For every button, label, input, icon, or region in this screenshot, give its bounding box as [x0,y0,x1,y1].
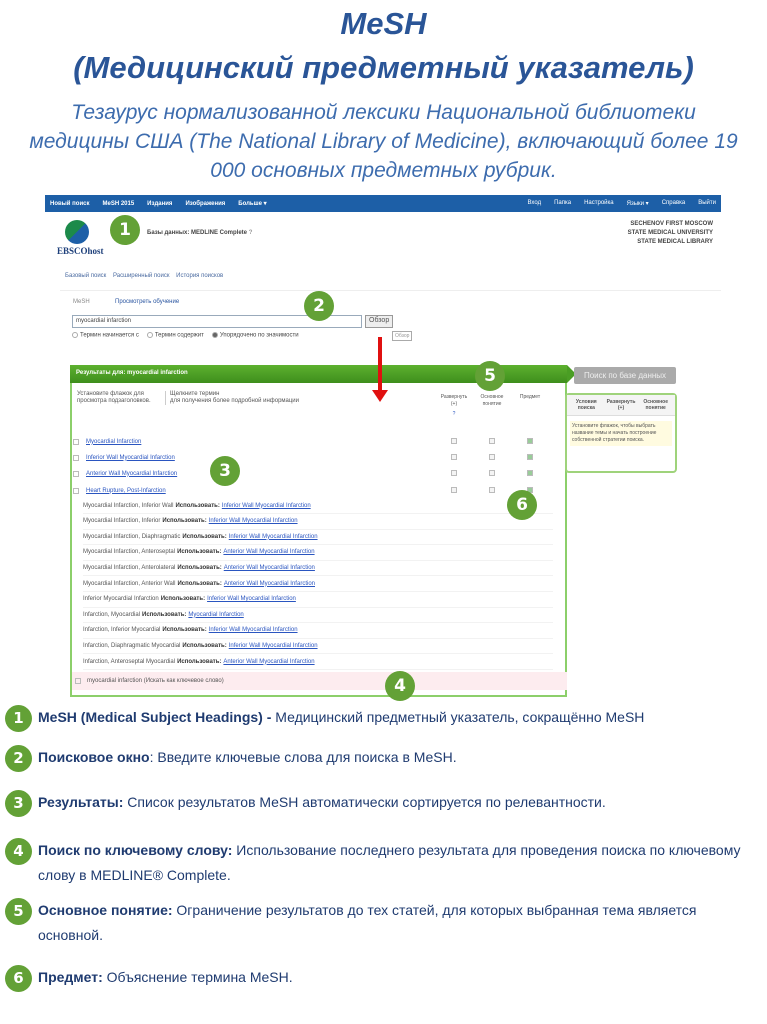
keyword-search-row[interactable] [72,672,567,690]
hint-checkbox: Установите флажок для просмотра подзаголовков. [77,391,151,404]
radio-selected-icon [212,332,218,338]
entry-term: Myocardial Infarction, Anteroseptal [83,549,176,556]
advanced-search-link[interactable]: Расширенный поиск [112,273,170,279]
nav-signout[interactable]: Выйти [698,200,716,206]
red-arrow-icon [378,337,382,392]
major-concept-checkbox[interactable] [489,454,495,460]
legend-item [5,843,755,888]
search-database-button[interactable]: Поиск по базе данных [574,367,676,384]
scope-icon[interactable] [527,470,533,476]
option-relevance[interactable] [212,332,299,339]
legend-number-badge: 6 [5,965,32,992]
callout-badge-1: 1 [110,215,140,245]
org-line: STATE MEDICAL UNIVERSITY [627,230,713,236]
nav-images[interactable]: Изображения [185,200,226,207]
checkbox[interactable] [73,455,79,461]
red-arrowhead-icon [372,390,388,402]
subtitle: Тезаурус нормализованной лексики Национальной библиотеки медицины США (The National Library of Medicine), включающий более 19 000 основных предметных рубрик. [29,101,738,182]
option-label: Термин содержит [154,332,204,339]
major-concept-checkbox[interactable] [489,438,495,444]
entry-term-row [83,638,553,654]
use-link[interactable]: Inferior Wall Myocardial Infarction [228,642,318,649]
organization [628,220,713,247]
use-link[interactable]: Inferior Wall Myocardial Infarction [221,502,311,509]
search-options [72,332,299,339]
col-scope: Предмет [519,394,541,400]
scope-icon[interactable] [527,454,533,460]
entry-term-row [83,592,553,608]
ebsco-logo-icon [65,220,89,244]
entry-term-row [83,560,553,576]
result-link[interactable]: Myocardial Infarction [86,438,142,445]
legend-number-badge: 4 [5,838,32,865]
entry-term-row [83,607,553,623]
use-label: Использовать: [177,580,222,587]
legend-item [5,903,755,948]
tip-header: Основное понятие [643,399,669,411]
explode-checkbox[interactable] [451,487,457,493]
top-nav [45,195,721,212]
nav-languages[interactable]: Языки ▾ [626,201,649,207]
legend-number-badge: 5 [5,898,32,925]
entry-term: Myocardial Infarction, Diaphragmatic [83,533,181,540]
legend-term: Результаты: [38,794,124,810]
result-row [73,483,433,498]
keyword-label: myocardial infarction (Искать как ключевое слово) [87,678,224,684]
legend-term: MeSH (Medical Subject Headings) - [38,709,272,725]
result-link[interactable]: Anterior Wall Myocardial Infarction [86,470,178,477]
tip-header: Развернуть (+) [606,399,636,411]
legend-description: Список результатов MeSH автоматически сортируется по релевантности. [123,794,606,810]
result-link[interactable]: Heart Rupture, Post-Infarction [86,487,166,494]
legend-item [5,710,755,732]
legend-number-badge: 3 [5,790,32,817]
explode-checkbox[interactable] [451,470,457,476]
major-concept-checkbox[interactable] [489,470,495,476]
entry-term: Infarction, Myocardial [83,611,141,618]
legend-number-badge: 2 [5,745,32,772]
use-link[interactable]: Inferior Wall Myocardial Infarction [208,627,298,634]
scope-icon[interactable] [527,438,533,444]
entry-term-row [83,654,553,670]
mesh-label: MeSH [73,299,90,305]
entry-term: Infarction, Inferior Myocardial [83,627,161,634]
legend-item [5,795,755,817]
callout-badge-5: 5 [475,361,505,391]
browse-button-disabled[interactable]: Обзор [392,331,412,341]
entry-term: Myocardial Infarction, Anterolateral [83,564,176,571]
legend-text [38,838,755,888]
col-label: Развернуть (+) [440,394,468,407]
tutorial-link[interactable]: Просмотреть обучение [115,299,180,305]
legend-text [38,790,606,815]
entry-term: Infarction, Diaphragmatic Myocardial [83,642,181,649]
legend-number-badge: 1 [5,705,32,732]
database-label [147,230,252,236]
use-label: Использовать: [182,533,227,540]
legend-term: Основное понятие: [38,902,173,918]
explode-checkbox[interactable] [451,454,457,460]
use-link[interactable]: Anterior Wall Myocardial Infarction [223,658,315,665]
legend-item [5,970,755,992]
help-icon[interactable]: ? [452,411,456,417]
help-icon[interactable]: ? [248,230,253,236]
use-label: Использовать: [177,658,222,665]
checkbox[interactable] [75,678,81,684]
result-row [73,434,433,449]
use-link[interactable]: Inferior Wall Myocardial Infarction [207,596,296,603]
use-label: Использовать: [162,518,207,525]
org-line: SECHENOV FIRST MOSCOW [630,221,713,227]
use-label: Использовать: [142,611,187,618]
nav-help[interactable]: Справка [661,200,686,206]
hint-click [165,391,299,405]
legend-description: Ограничение результатов до тех статей, для которых выбранная тема является основной. [38,902,697,943]
use-link[interactable]: Anterior Wall Myocardial Infarction [223,549,315,556]
nav-signin[interactable]: Вход [527,200,542,206]
nav-mesh[interactable]: MeSH 2015 [102,200,135,207]
use-link[interactable]: Inferior Wall Myocardial Infarction [208,518,298,525]
title-line-1: MeSH [340,6,427,41]
page-title [0,2,767,90]
ebsco-screenshot [45,195,721,697]
use-label: Использовать: [175,502,220,509]
option-starts-with[interactable] [72,332,139,339]
entry-term-row [83,576,553,592]
legend-text [38,898,755,948]
basic-search-link[interactable]: Базовый поиск [65,273,107,279]
use-label: Использовать: [182,642,227,649]
callout-badge-6: 6 [507,490,537,520]
legend-description: Объяснение термина MeSH. [102,969,293,985]
tip-body: Установите флажок, чтобы выбрать название темы и начать построение собственной стратегии поиска. [570,421,672,446]
legend-text [38,705,644,730]
entry-term-row [83,545,553,561]
legend-text [38,745,457,770]
use-label: Использовать: [162,627,207,634]
use-link[interactable]: Inferior Wall Myocardial Infarction [228,533,318,540]
hint-line: Щелкните термин [170,391,220,397]
checkbox[interactable] [73,488,79,494]
checkbox[interactable] [73,439,79,445]
entry-term: Myocardial Infarction, Inferior [83,518,161,525]
callout-badge-3: 3 [210,456,240,486]
search-links [65,273,228,279]
search-history-link[interactable]: История поисков [176,273,224,279]
use-link[interactable]: Myocardial Infarction [188,611,244,618]
entry-term: Myocardial Infarction, Inferior Wall [83,502,174,509]
legend-text [38,965,293,990]
tip-header: Условия поиска [575,399,597,411]
use-label: Использовать: [160,596,206,603]
use-link[interactable]: Anterior Wall Myocardial Infarction [223,564,315,571]
radio-icon [147,332,153,338]
legend-description: Использование последнего результата для проведения поиска по ключевому слову в MEDLINE® Complete. [38,842,741,883]
nav-publications[interactable]: Издания [147,200,173,207]
legend-item [5,750,755,772]
major-concept-checkbox[interactable] [489,487,495,493]
nav-more[interactable]: Больше ▾ [238,201,267,207]
radio-icon [72,332,78,338]
option-label: Упорядочено по значимости [219,332,299,339]
option-label: Термин начинается с [80,332,139,339]
callout-badge-4: 4 [385,671,415,701]
result-row [73,466,433,481]
results-header: Результаты для: myocardial infarction [70,365,567,383]
browse-button[interactable]: Обзор [365,315,393,328]
entry-term-row [83,498,553,514]
org-line: STATE MEDICAL LIBRARY [637,239,713,245]
entry-term-row [83,529,553,545]
title-line-2: (Медицинский предметный указатель) [73,50,694,85]
hint-line: для получения более подробной информации [170,398,300,404]
legend-term: Поисковое окно [38,749,150,765]
col-major-concept: Основное понятие [480,394,504,407]
entry-term: Infarction, Anteroseptal Myocardial [83,658,176,665]
database-name: Базы данных: MEDLINE Complete [147,230,248,236]
callout-badge-2: 2 [304,291,334,321]
result-link[interactable]: Inferior Wall Myocardial Infarction [86,454,175,461]
entry-term: Inferior Myocardial Infarction [83,596,159,603]
legend-description: : Введите ключевые слова для поиска в MeSH. [149,749,457,765]
entry-term: Myocardial Infarction, Anterior Wall [83,580,176,587]
option-contains[interactable] [147,332,204,339]
mesh-search-input[interactable]: myocardial infarction [72,315,362,328]
checkbox[interactable] [73,471,79,477]
legend-description: Медицинский предметный указатель, сокращённо MeSH [271,709,645,725]
use-label: Использовать: [177,564,222,571]
nav-settings[interactable]: Настройка [584,200,614,206]
nav-new-search[interactable]: Новый поиск [50,200,90,207]
divider [60,290,721,291]
entry-term-row [83,623,553,639]
legend-term: Предмет: [38,969,103,985]
entry-term-row [83,514,553,530]
explode-checkbox[interactable] [451,438,457,444]
col-explode [437,394,471,418]
nav-folder[interactable]: Папка [554,200,572,206]
search-tip-box [565,393,677,473]
result-row [73,450,433,465]
ebsco-logo-text: EBSCOhost [57,246,104,256]
legend-term: Поиск по ключевому слову: [38,842,233,858]
use-link[interactable]: Anterior Wall Myocardial Infarction [223,580,315,587]
use-label: Использовать: [177,549,222,556]
